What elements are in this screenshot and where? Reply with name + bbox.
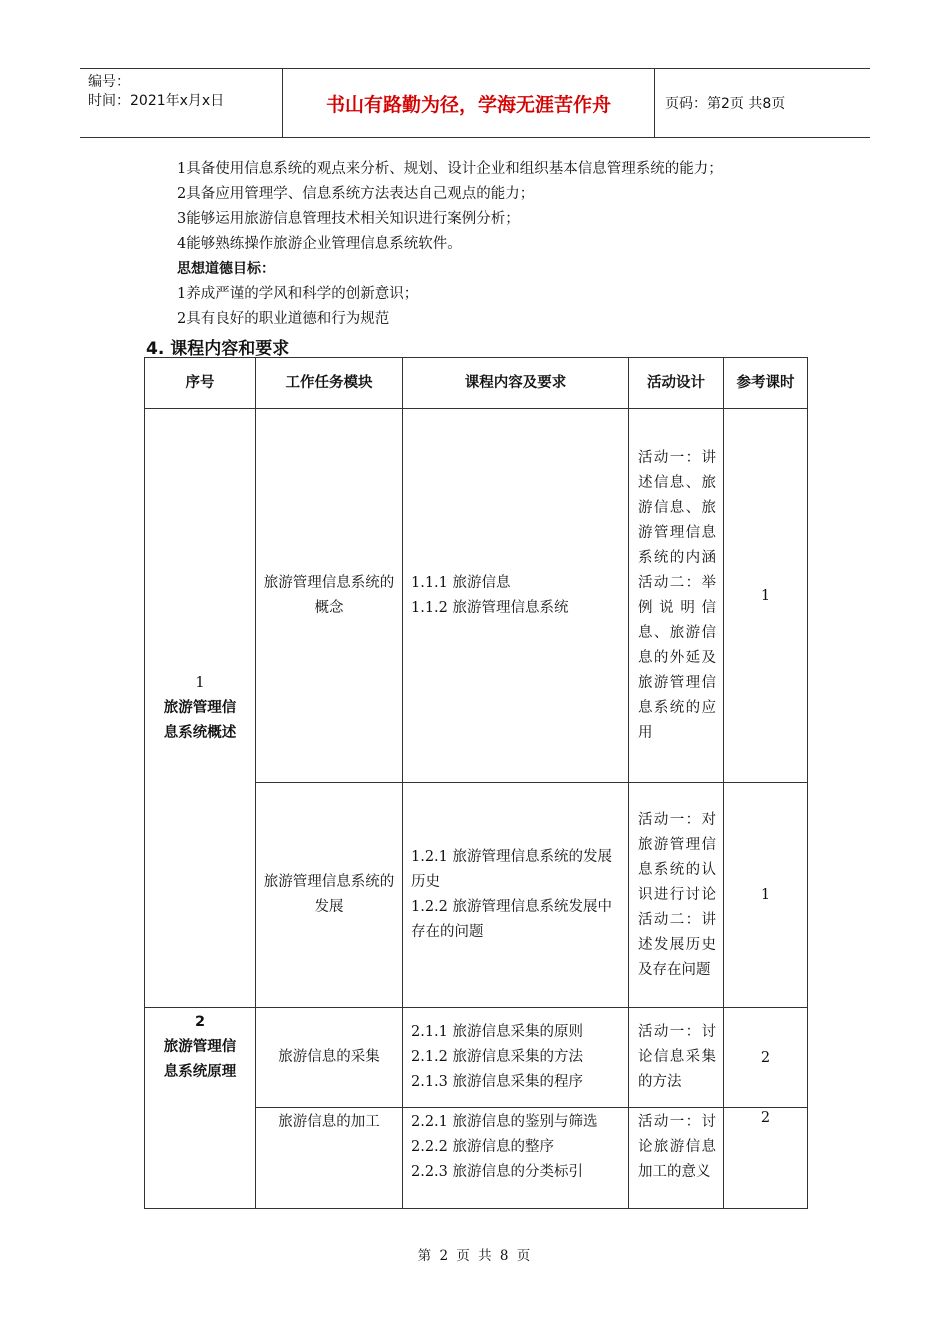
activity-cell: 活动一：讲述信息、旅游信息、旅游管理信息系统的内涵活动二：举例说明信息、旅游信息的外延及旅游管理信息系统的应用 bbox=[629, 409, 724, 783]
table-header-row bbox=[145, 358, 808, 409]
ability-item: 2具备应用管理学、信息系统方法表达自己观点的能力； bbox=[177, 186, 535, 202]
content-cell bbox=[403, 783, 629, 1008]
hours-cell: 2 bbox=[724, 1008, 808, 1108]
content-item: 2.1.1 旅游信息采集的原则 bbox=[411, 1024, 584, 1040]
header-module: 工作任务模块 bbox=[256, 358, 403, 409]
group-cell bbox=[145, 1008, 256, 1209]
group-seq: 1 bbox=[195, 674, 205, 691]
header-hours: 参考课时 bbox=[724, 358, 808, 409]
ability-item: 1具备使用信息系统的观点来分析、规划、设计企业和组织基本信息管理系统的能力； bbox=[177, 161, 723, 177]
page-footer: 第 2 页 共 8 页 bbox=[417, 1248, 533, 1264]
moral-item: 2具有良好的职业道德和行为规范 bbox=[177, 311, 390, 327]
header-page-label: 页码：第2页 共8页 bbox=[665, 96, 786, 112]
content-cell bbox=[403, 1008, 629, 1108]
group-name: 旅游管理信息系统原理 bbox=[163, 1039, 237, 1080]
ability-item: 3能够运用旅游信息管理技术相关知识进行案例分析； bbox=[177, 211, 520, 227]
module-cell: 旅游信息的加工 bbox=[256, 1108, 403, 1209]
header-activity: 活动设计 bbox=[629, 358, 724, 409]
content-item: 2.1.2 旅游信息采集的方法 bbox=[411, 1049, 584, 1065]
module-cell: 旅游信息的采集 bbox=[256, 1008, 403, 1108]
header-seq: 序号 bbox=[145, 358, 256, 409]
objectives-section bbox=[177, 157, 877, 332]
content-item: 1.2.2 旅游管理信息系统发展中存在的问题 bbox=[411, 899, 613, 940]
table-row bbox=[145, 409, 808, 783]
activity-cell: 活动一：讨论信息采集的方法 bbox=[629, 1008, 724, 1108]
hours-cell: 2 bbox=[724, 1108, 808, 1209]
content-item: 1.1.1 旅游信息 bbox=[411, 574, 511, 591]
course-content-table bbox=[144, 357, 808, 1209]
hours-cell: 1 bbox=[724, 409, 808, 783]
document-number-label: 编号： bbox=[88, 74, 130, 90]
header-slogan: 书山有路勤为径，学海无涯苦作舟 bbox=[282, 69, 655, 137]
group-cell bbox=[145, 409, 256, 1008]
module-cell: 旅游管理信息系统的概念 bbox=[256, 409, 403, 783]
hours-cell: 1 bbox=[724, 783, 808, 1008]
table-row bbox=[145, 1008, 808, 1108]
content-item: 2.2.2 旅游信息的整序 bbox=[411, 1139, 555, 1155]
header-content: 课程内容及要求 bbox=[403, 358, 629, 409]
ability-item: 4能够熟练操作旅游企业管理信息系统软件。 bbox=[177, 236, 462, 252]
moral-objectives-title: 思想道德目标： bbox=[177, 261, 275, 277]
content-cell bbox=[403, 409, 629, 783]
document-time-label: 时间：2021年x月x日 bbox=[88, 93, 225, 109]
module-cell: 旅游管理信息系统的发展 bbox=[256, 783, 403, 1008]
header-meta bbox=[80, 69, 282, 137]
group-name: 旅游管理信息系统概述 bbox=[163, 699, 237, 741]
content-item: 2.2.1 旅游信息的鉴别与筛选 bbox=[411, 1114, 598, 1130]
content-item: 2.2.3 旅游信息的分类标引 bbox=[411, 1164, 584, 1180]
content-item: 1.1.2 旅游管理信息系统 bbox=[411, 599, 569, 616]
content-cell bbox=[403, 1108, 629, 1209]
activity-cell: 活动一：讨论旅游信息加工的意义 bbox=[629, 1108, 724, 1209]
content-item: 2.1.3 旅游信息采集的程序 bbox=[411, 1074, 584, 1090]
content-item: 1.2.1 旅游管理信息系统的发展历史 bbox=[411, 849, 613, 890]
section-title: 4. 课程内容和要求 bbox=[146, 339, 290, 359]
page-header bbox=[80, 68, 870, 138]
group-seq: 2 bbox=[194, 1014, 206, 1030]
moral-item: 1养成严谨的学风和科学的创新意识； bbox=[177, 286, 419, 302]
activity-cell: 活动一：对旅游管理信息系统的认识进行讨论活动二：讲述发展历史及存在问题 bbox=[629, 783, 724, 1008]
